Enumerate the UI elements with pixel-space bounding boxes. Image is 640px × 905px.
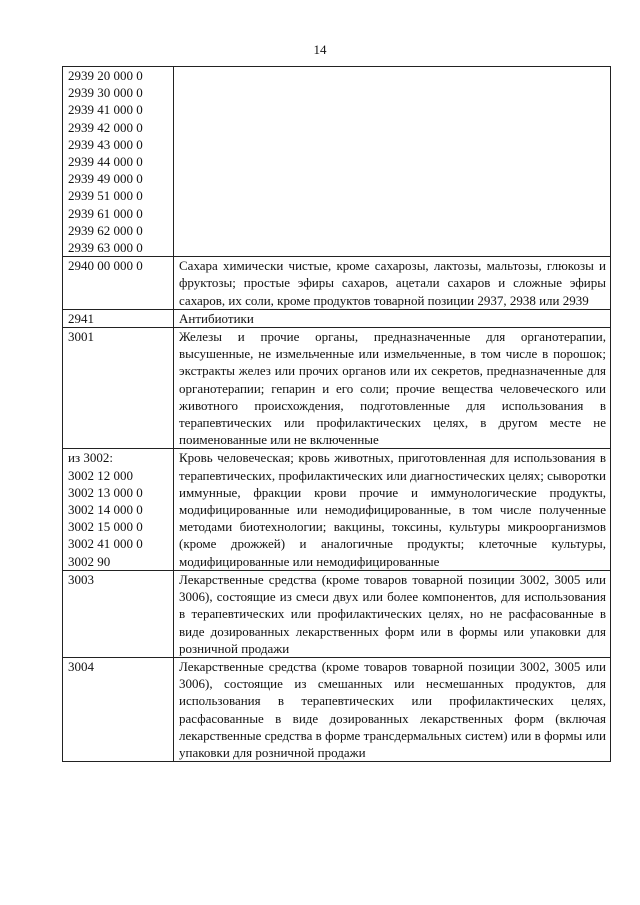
code-line: 2939 41 000 0 (68, 102, 143, 118)
code-line: 3002 12 000 (68, 467, 133, 483)
table-row (63, 657, 611, 761)
code-cell (63, 67, 174, 257)
code-cell (63, 328, 174, 449)
code-line: 2939 49 000 0 (68, 171, 143, 187)
code-line: 2939 61 000 0 (68, 205, 143, 221)
code-line: 2939 43 000 0 (68, 136, 143, 152)
code-line: 2940 00 000 0 (68, 258, 143, 274)
table-row (63, 67, 611, 257)
description-cell: Антибиотики (174, 309, 611, 327)
code-cell (63, 309, 174, 327)
code-line: 3004 (68, 658, 94, 674)
table-row (63, 570, 611, 657)
description-cell: Сахара химически чистые, кроме сахарозы, лактозы, мальтозы, глюкозы и фруктозы; простые эфиры сахаров, ацетали сахаров и сложные эфиры сахаров, их соли, кроме продуктов товарной позиции 2937, 2938 или 2939 (174, 257, 611, 310)
code-line: 3002 13 000 0 (68, 484, 143, 500)
code-line: 3002 90 (68, 553, 111, 569)
description-cell: Железы и прочие органы, предназначенные для органотерапии, высушенные, не измельченные или измельченные, в том числе в порошок; экстракты желез или прочих органов или их секретов, предназначенные для органотерапии; гепарин и его соли; прочие вещества человеческого или животного происхождения, подготовленные для использования в терапевтических или профилактических целях, в другом месте не поименованные или не включенные (174, 328, 611, 449)
code-line: 2939 51 000 0 (68, 188, 143, 204)
code-line: 3002 15 000 0 (68, 519, 143, 535)
description-cell: Лекарственные средства (кроме товаров товарной позиции 3002, 3005 или 3006), состоящие из смеси двух или более компонентов, для использования в терапевтических или профилактических целях, но не расфасованные в виде дозированных лекарственных форм или в формы или упаковки для розничной продажи (174, 570, 611, 657)
table-row (63, 328, 611, 449)
code-line: 2941 (68, 310, 94, 326)
code-line: 3003 (68, 571, 94, 587)
code-line: 2939 20 000 0 (68, 68, 143, 83)
code-line: 3002 41 000 0 (68, 536, 143, 552)
description-cell: Кровь человеческая; кровь животных, приготовленная для использования в терапевтических, профилактических или диагностических целях; сыворотки иммунные, фракции крови прочие и иммунологические продукты, модифицированные или немодифицированные, в том числе полученные методами биотехнологии; вакцины, токсины, культуры микроорганизмов (кроме дрожжей) и аналогичные продукты; клеточные культуры, модифицированные или немодифицированные (174, 449, 611, 570)
code-cell (63, 657, 174, 761)
code-line: 2939 63 000 0 (68, 240, 143, 256)
code-line: 2939 44 000 0 (68, 154, 143, 170)
code-line: 2939 62 000 0 (68, 222, 143, 238)
code-cell (63, 449, 174, 570)
code-line: 3002 14 000 0 (68, 502, 143, 518)
description-cell: Лекарственные средства (кроме товаров товарной позиции 3002, 3005 или 3006), состоящие из смешанных или несмешанных продуктов, для использования в терапевтических или профилактических целях, расфасованные в виде дозированных лекарственных форм (включая лекарственные средства в форме трансдермальных систем) или в формы или упаковки для розничной продажи (174, 657, 611, 761)
table-row (63, 449, 611, 570)
table-row (63, 309, 611, 327)
description-cell (174, 67, 611, 257)
code-line: 2939 42 000 0 (68, 119, 143, 135)
code-line: из 3002: (68, 450, 113, 466)
code-line: 3001 (68, 329, 94, 345)
code-cell (63, 570, 174, 657)
tariff-table (62, 66, 611, 762)
table-row (63, 257, 611, 310)
code-cell (63, 257, 174, 310)
page-number: 14 (313, 42, 327, 57)
code-line: 2939 30 000 0 (68, 85, 143, 101)
